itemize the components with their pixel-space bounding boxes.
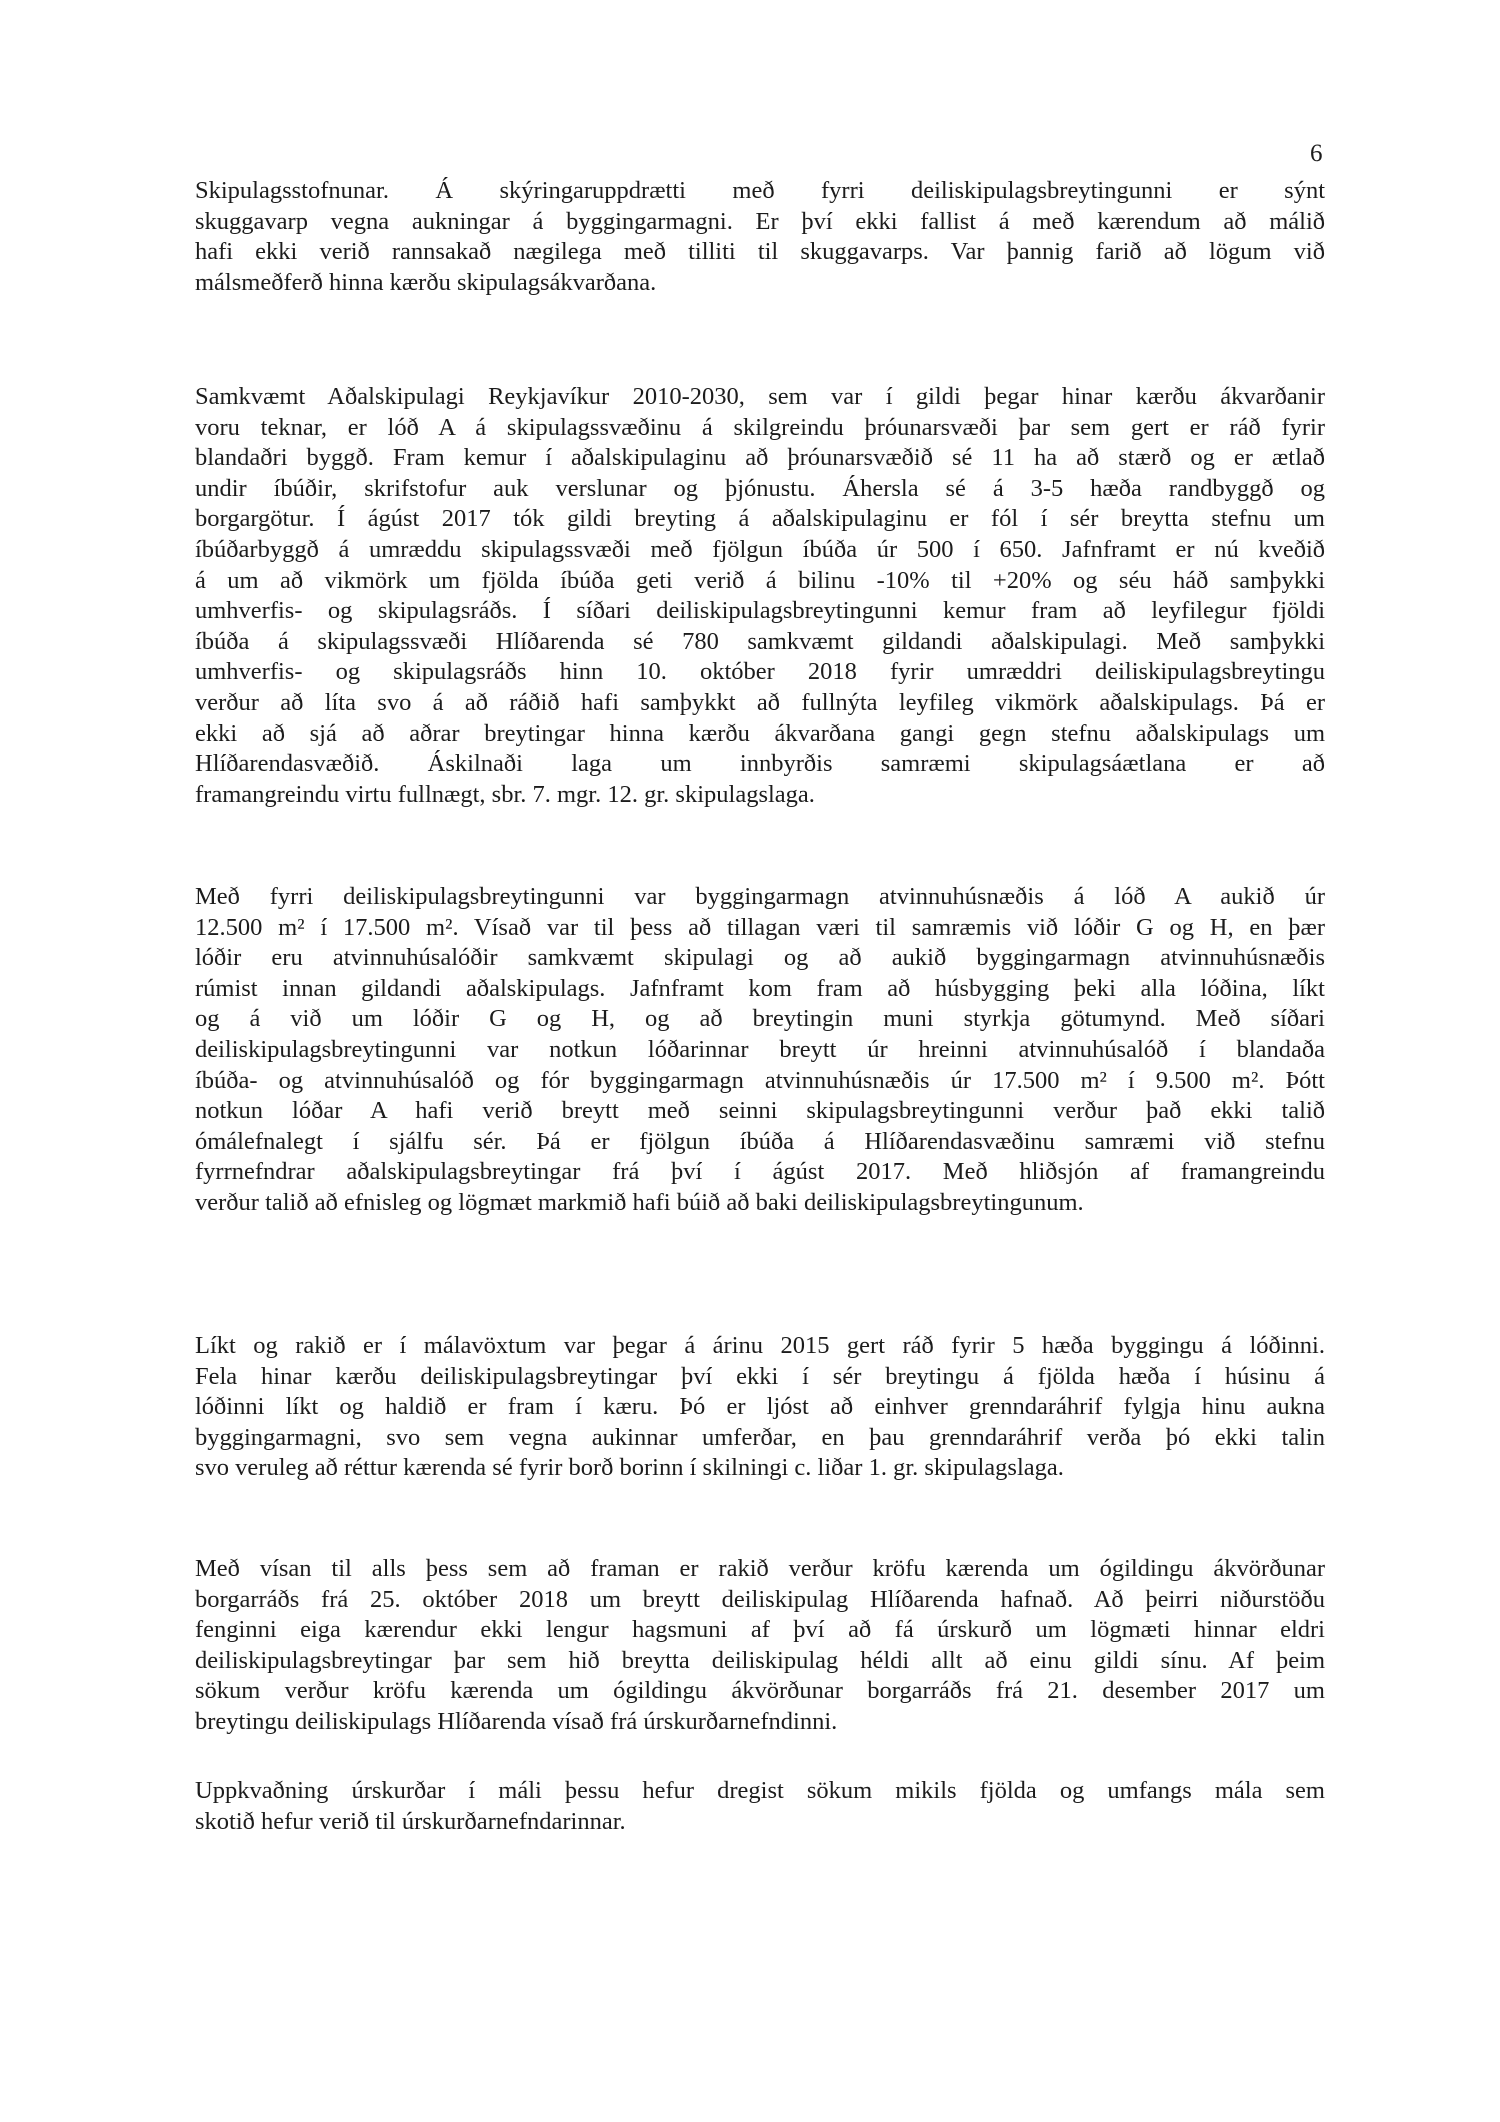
text-line: fenginni eiga kærendur ekki lengur hagsmuni af því að fá úrskurð um lögmæti hinnar eldri [195, 1616, 1325, 1644]
text-line: íbúða- og atvinnuhúsalóð og fór byggingarmagn atvinnuhúsnæðis úr 17.500 m² í 9.500 m². Þótt [195, 1066, 1325, 1094]
paragraph [195, 382, 1325, 810]
text-line: voru teknar, er lóð A á skipulagssvæðinu á skilgreindu þróunarsvæði þar sem gert er ráð fyrir [195, 413, 1325, 441]
text-line: fyrrnefndrar aðalskipulagsbreytingar frá því í ágúst 2017. Með hliðsjón af framangreindu [195, 1158, 1325, 1186]
text-line: íbúðarbyggð á umræddu skipulagssvæði með fjölgun íbúða úr 500 í 650. Jafnframt er nú kveðið [195, 535, 1325, 563]
paragraph [195, 1776, 1325, 1837]
text-line: skuggavarp vegna aukningar á byggingarmagni. Er því ekki fallist á með kærendum að málið [195, 207, 1325, 235]
text-line: verður talið að efnisleg og lögmæt markmið hafi búið að baki deiliskipulagsbreytingunum. [195, 1188, 1084, 1216]
text-line: umhverfis- og skipulagsráðs hinn 10. október 2018 fyrir umræddri deiliskipulagsbreytingu [195, 658, 1325, 686]
text-line: svo veruleg að réttur kærenda sé fyrir borð borinn í skilningi c. liðar 1. gr. skipulagslaga. [195, 1454, 1064, 1482]
paragraph [195, 176, 1325, 298]
paragraph [195, 882, 1325, 1219]
text-line: borgargötur. Í ágúst 2017 tók gildi breyting á aðalskipulaginu er fól í sér breytta stefnu um [195, 505, 1325, 533]
text-line: málsmeðferð hinna kærðu skipulagsákvarðana. [195, 268, 657, 296]
text-line: lóðinni líkt og haldið er fram í kæru. Þó er ljóst að einhver grenndaráhrif fylgja hinu aukna [195, 1393, 1325, 1421]
text-line: Samkvæmt Aðalskipulagi Reykjavíkur 2010-2030, sem var í gildi þegar hinar kærðu ákvarðanir [195, 383, 1325, 410]
text-line: og á við um lóðir G og H, og að breytingin muni styrkja götumynd. Með síðari [195, 1005, 1325, 1033]
text-line: umhverfis- og skipulagsráðs. Í síðari deiliskipulagsbreytingunni kemur fram að leyfilegur fjöldi [195, 597, 1325, 625]
paragraph [195, 1331, 1325, 1484]
text-line: Skipulagsstofnunar. Á skýringaruppdrætti með fyrri deiliskipulagsbreytingunni er sýnt [195, 177, 1325, 204]
text-line: blandaðri byggð. Fram kemur í aðalskipulaginu að þróunarsvæðið sé 11 ha að stærð og er ætlað [195, 444, 1325, 472]
text-line: 12.500 m² í 17.500 m². Vísað var til þess að tillagan væri til samræmis við lóðir G og H, en þær [195, 913, 1325, 941]
text-line: Líkt og rakið er í málavöxtum var þegar á árinu 2015 gert ráð fyrir 5 hæða byggingu á lóðinni. [195, 1332, 1325, 1359]
text-line: undir íbúðir, skrifstofur auk verslunar og þjónustu. Áhersla sé á 3-5 hæða randbyggð og [195, 474, 1325, 502]
text-line: borgarráðs frá 25. október 2018 um breytt deiliskipulag Hlíðarenda hafnað. Að þeirri niðurstöðu [195, 1585, 1325, 1613]
text-line: deiliskipulagsbreytingar þar sem hið breytta deiliskipulag héldi allt að einu gildi sínu. Af þeim [195, 1646, 1325, 1674]
text-line: lóðir eru atvinnuhúsalóðir samkvæmt skipulagi og að aukið byggingarmagn atvinnuhúsnæðis [195, 944, 1325, 972]
page-number: 6 [1310, 140, 1323, 167]
paragraph [195, 1554, 1325, 1738]
text-line: Uppkvaðning úrskurðar í máli þessu hefur dregist sökum mikils fjölda og umfangs mála sem [195, 1777, 1325, 1804]
text-line: rúmist innan gildandi aðalskipulags. Jafnframt kom fram að húsbygging þeki alla lóðina, líkt [195, 974, 1325, 1002]
text-line: skotið hefur verið til úrskurðarnefndarinnar. [195, 1807, 626, 1835]
text-line: breytingu deiliskipulags Hlíðarenda vísað frá úrskurðarnefndinni. [195, 1707, 838, 1735]
text-line: byggingarmagni, svo sem vegna aukinnar umferðar, en þau grenndaráhrif verða þó ekki talin [195, 1423, 1325, 1451]
text-line: framangreindu virtu fullnægt, sbr. 7. mgr. 12. gr. skipulagslaga. [195, 780, 815, 808]
text-line: Fela hinar kærðu deiliskipulagsbreytingar því ekki í sér breytingu á fjölda hæða í húsinu á [195, 1362, 1325, 1390]
text-line: notkun lóðar A hafi verið breytt með seinni skipulagsbreytingunni verður það ekki talið [195, 1097, 1325, 1125]
text-line: íbúða á skipulagssvæði Hlíðarenda sé 780 samkvæmt gildandi aðalskipulagi. Með samþykki [195, 627, 1325, 655]
text-line: deiliskipulagsbreytingunni var notkun lóðarinnar breytt úr hreinni atvinnuhúsalóð í blandaða [195, 1035, 1325, 1063]
text-line: Með vísan til alls þess sem að framan er rakið verður kröfu kærenda um ógildingu ákvörðunar [195, 1555, 1325, 1582]
text-line: ómálefnalegt í sjálfu sér. Þá er fjölgun íbúða á Hlíðarendasvæðinu samræmi við stefnu [195, 1127, 1325, 1155]
text-line: hafi ekki verið rannsakað nægilega með tilliti til skuggavarps. Var þannig farið að lögum við [195, 238, 1325, 266]
text-line: sökum verður kröfu kærenda um ógildingu ákvörðunar borgarráðs frá 21. desember 2017 um [195, 1677, 1325, 1705]
text-line: Með fyrri deiliskipulagsbreytingunni var byggingarmagn atvinnuhúsnæðis á lóð A aukið úr [195, 883, 1325, 910]
text-line: ekki að sjá að aðrar breytingar hinna kærðu ákvarðana gangi gegn stefnu aðalskipulags um [195, 719, 1325, 747]
text-line: á um að vikmörk um fjölda íbúða geti verið á bilinu -10% til +20% og séu háð samþykki [195, 566, 1325, 594]
text-line: verður að líta svo á að ráðið hafi samþykkt að fullnýta leyfileg vikmörk aðalskipulags. Þá er [195, 688, 1325, 716]
text-line: Hlíðarendasvæðið. Áskilnaði laga um innbyrðis samræmi skipulagsáætlana er að [195, 750, 1325, 778]
